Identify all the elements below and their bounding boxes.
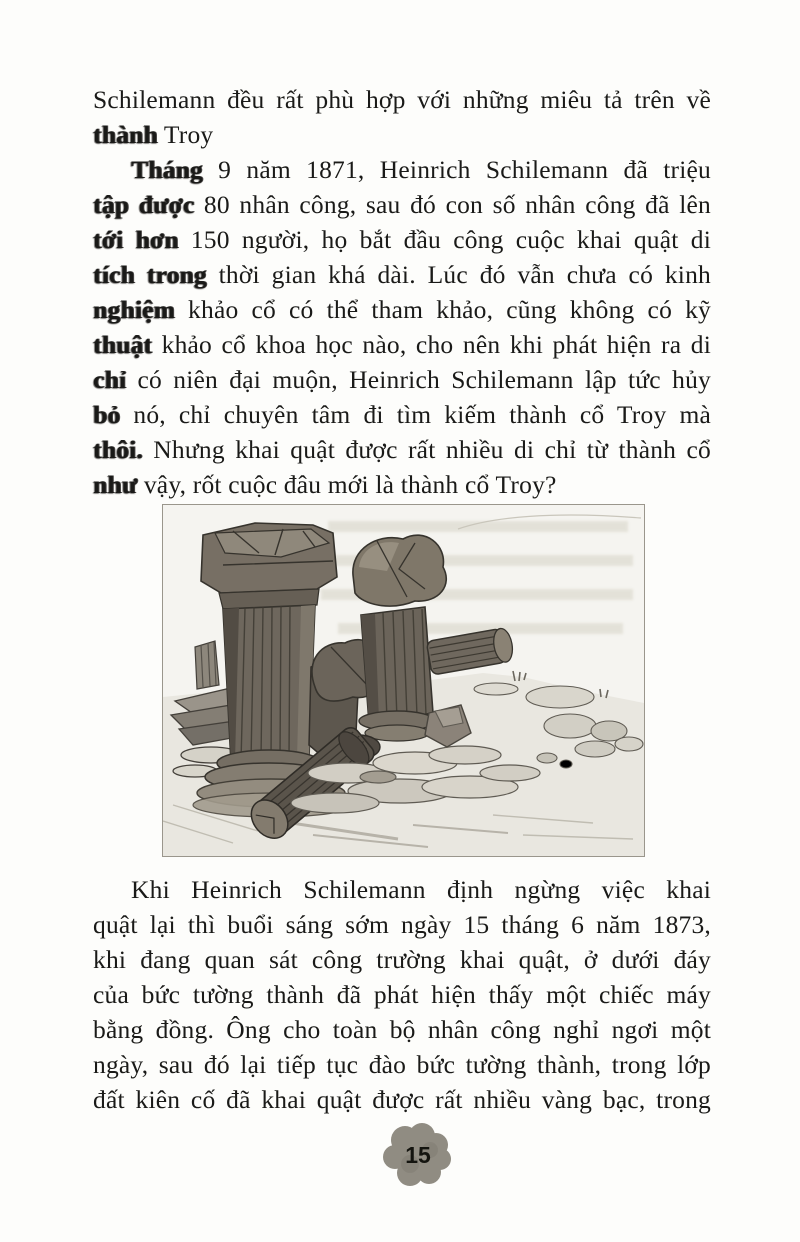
- text-line: bỏ nó, chỉ chuyên tâm đi tìm kiếm thành cổ Troy mà: [93, 400, 711, 429]
- smudged-word: như: [93, 470, 138, 499]
- text-line: tập được 80 nhân công, sau đó con số nhân công đã lên: [93, 190, 711, 219]
- page-number: 15: [405, 1142, 431, 1168]
- text-line: quật lại thì buổi sáng sớm ngày 15 tháng 6 năm 1873,: [93, 910, 711, 939]
- text-line: Tháng 9 năm 1871, Heinrich Schilemann đã triệu: [131, 155, 711, 184]
- text-line: đất kiên cố đã khai quật được rất nhiều vàng bạc, trong: [93, 1085, 711, 1114]
- smudged-word: tích trong: [93, 260, 207, 289]
- smudged-word: Tháng: [131, 155, 203, 184]
- text-line: Khi Heinrich Schilemann định ngừng việc khai: [131, 875, 711, 904]
- text-line: bằng đồng. Ông cho toàn bộ nhân công nghỉ ngơi một: [93, 1015, 711, 1044]
- text-line: chỉ có niên đại muộn, Heinrich Schilemann lập tức hủy: [93, 365, 711, 394]
- flower-badge-shape: [380, 1122, 456, 1188]
- text-line: thuật khảo cổ khoa học nào, cho nên khi phát hiện ra di: [93, 330, 711, 359]
- text-line: nghiệm khảo cổ có thể tham khảo, cũng không có kỹ: [93, 295, 711, 324]
- text-line: thành Troy: [93, 120, 214, 149]
- page-number-badge: [380, 1122, 456, 1188]
- paragraph-block-bottom: [93, 872, 711, 1117]
- text-line: tích trong thời gian khá dài. Lúc đó vẫn chưa có kinh: [93, 260, 711, 289]
- smudged-word: thôi.: [93, 435, 143, 464]
- smudged-word: bỏ: [93, 400, 121, 429]
- ruins-illustration: [162, 504, 645, 857]
- text-line: ngày, sau đó lại tiếp tục đào bức tường thành, trong lớp: [93, 1050, 711, 1079]
- text-line: khi đang quan sát công trường khai quật, ở dưới đáy: [93, 945, 711, 974]
- smudged-word: tới hơn: [93, 225, 179, 254]
- small-stump: [195, 641, 219, 689]
- text-line: như vậy, rốt cuộc đâu mới là thành cổ Troy?: [93, 470, 557, 499]
- paragraph-block-top: [93, 82, 711, 502]
- text-line: của bức tường thành đã phát hiện thấy một chiếc máy: [93, 980, 711, 1009]
- smudged-word: chỉ: [93, 365, 127, 394]
- ruins-drawing: [163, 505, 644, 856]
- text-line: tới hơn 150 người, họ bắt đầu công cuộc khai quật di: [93, 225, 711, 254]
- smudged-word: thành: [93, 120, 158, 149]
- text-line: thôi. Nhưng khai quật được rất nhiều di chỉ từ thành cổ: [93, 435, 711, 464]
- smudged-word: tập được: [93, 190, 195, 219]
- smudged-word: thuật: [93, 330, 153, 359]
- smudged-word: nghiệm: [93, 295, 175, 324]
- text-line: Schilemann đều rất phù hợp với những miêu tả trên về: [93, 85, 711, 114]
